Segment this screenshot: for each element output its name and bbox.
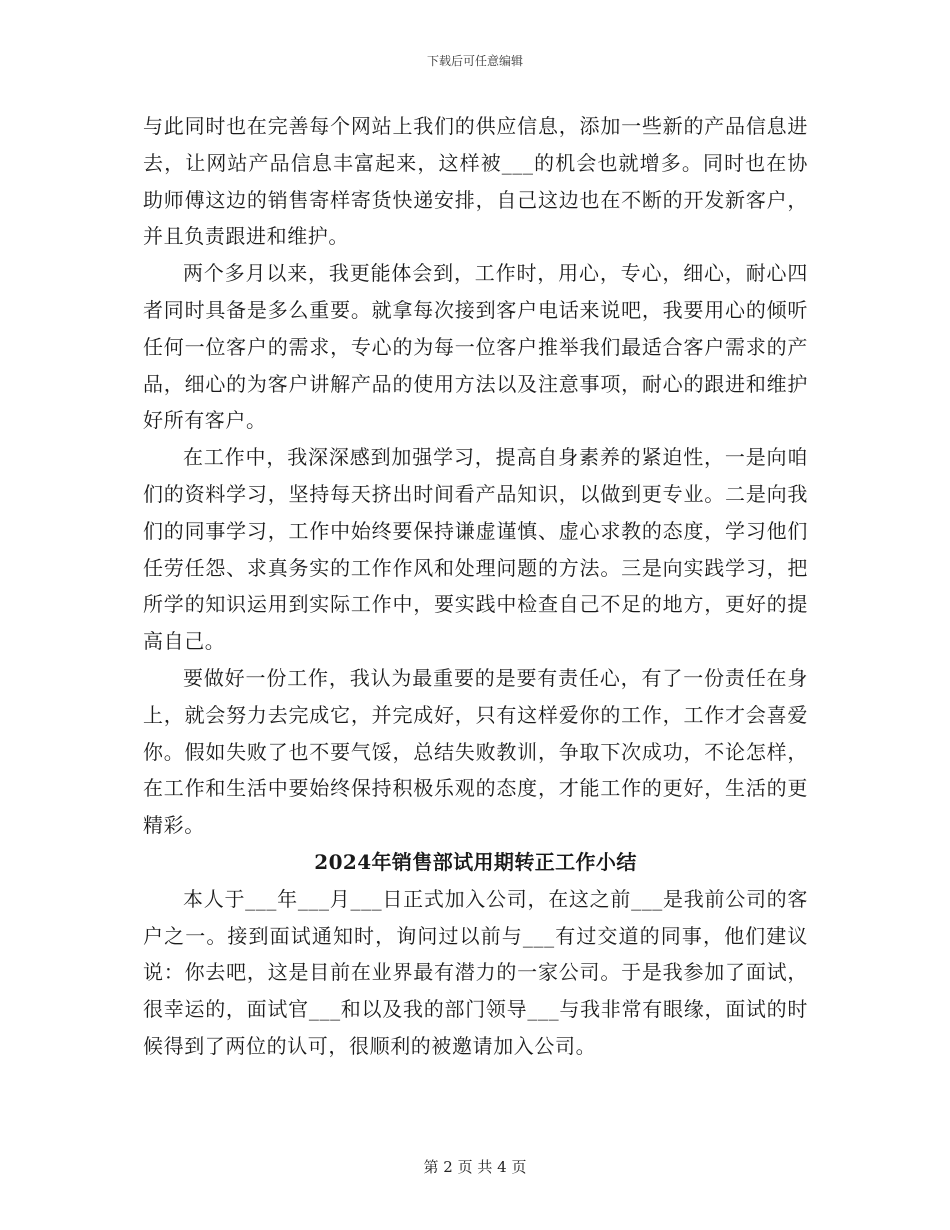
- section-title: 2024年销售部试用期转正工作小结: [314, 849, 637, 874]
- document-body: [143, 108, 808, 1065]
- paragraph-1: 与此同时也在完善每个网站上我们的供应信息，添加一些新的产品信息进去，让网站产品信息丰富起来，这样被___的机会也就增多。同时也在协助师傅这边的销售寄样寄货快递安排，自己这边也在不断的开发新客户，并且负责跟进和维护。: [143, 114, 808, 249]
- paragraph-2: 两个多月以来，我更能体会到，工作时，用心，专心，细心，耐心四者同时具备是多么重要。就拿每次接到客户电话来说吧，我要用心的倾听任何一位客户的需求，专心的为每一位客户推举我们最适合客户需求的产品，细心的为客户讲解产品的使用方法以及注意事项，耐心的跟进和维护好所有客户。: [143, 261, 808, 433]
- page-header: 下载后可任意编辑: [426, 54, 523, 68]
- paragraph-4: 要做好一份工作，我认为最重要的是要有责任心，有了一份责任在身上，就会努力去完成它，并完成好，只有这样爱你的工作，工作才会喜爱你。假如失败了也不要气馁，总结失败教训，争取下次成功，不论怎样，在工作和生活中要始终保持积极乐观的态度，才能工作的更好，生活的更精彩。: [143, 665, 808, 838]
- paragraph-3: 在工作中，我深深感到加强学习，提高自身素养的紧迫性，一是向咱们的资料学习，坚持每天挤出时间看产品知识，以做到更专业。二是向我们的同事学习，工作中始终要保持谦虚谨慎、虚心求教的态度，学习他们任劳任怨、求真务实的工作作风和处理问题的方法。三是向实践学习，把所学的知识运用到实际工作中，要实践中检查自己不足的地方，更好的提高自己。: [143, 445, 808, 654]
- page-footer: 第 2 页 共 4 页: [423, 1158, 527, 1176]
- section-paragraph-1: 本人于___年___月___日正式加入公司，在这之前___是我前公司的客户之一。接到面试通知时，询问过以前与___有过交道的同事，他们建议说：你去吧，这是目前在业界最有潜力的一家公司。于是我参加了面试，很幸运的，面试官___和以及我的部门领导___与我非常有眼缘，面试的时候得到了两位的认可，很顺利的被邀请加入公司。: [143, 886, 808, 1058]
